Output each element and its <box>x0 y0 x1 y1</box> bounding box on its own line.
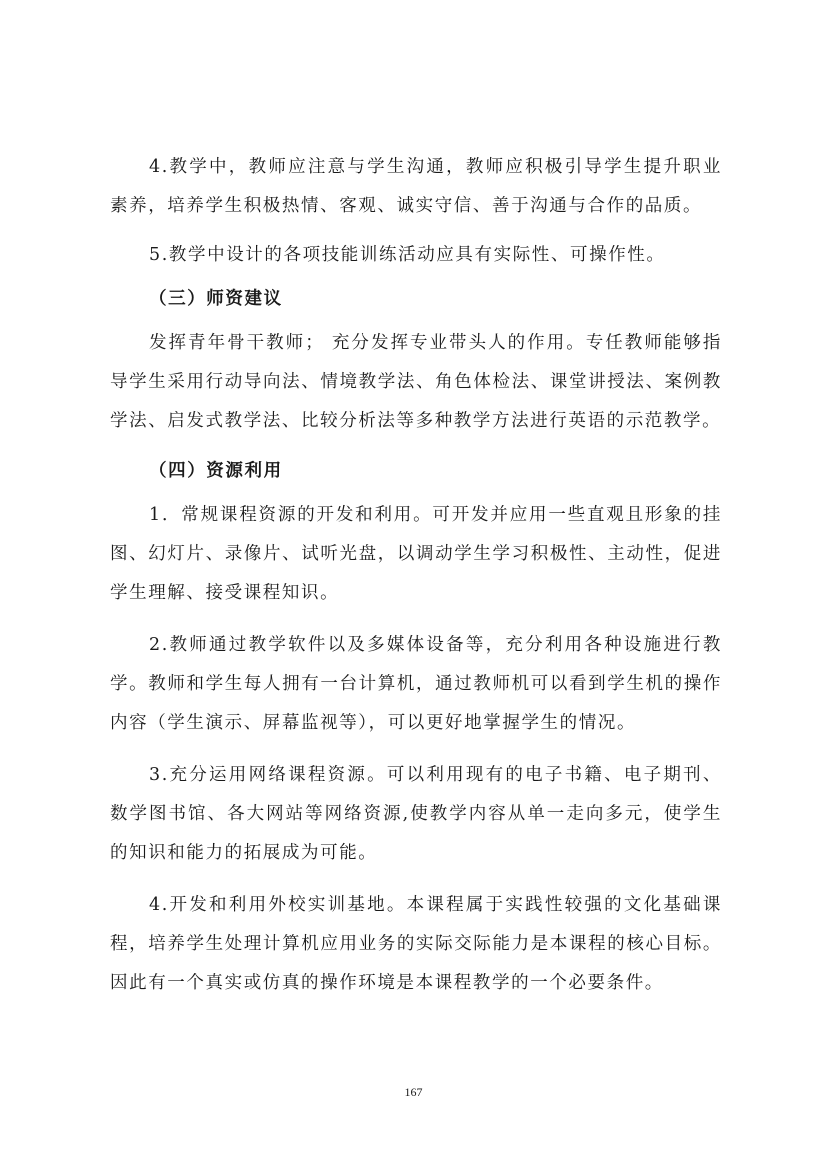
paragraph-faculty-suggestion: 发挥青年骨干教师； 充分发挥专业带头人的作用。专任教师能够指导学生采用行动导向法、情境教学法、角色体检法、课堂讲授法、案例教学法、启发式教学法、比较分析法等多种教学方法进行英语的示范教学。 <box>110 333 722 431</box>
paragraph-network-resources: 3.充分运用网络课程资源。可以利用现有的电子书籍、电子期刊、数学图书馆、各大网站等网络资源,使教学内容从单一走向多元，使学生的知识和能力的拓展成为可能。 <box>110 765 722 863</box>
section-heading-resources: （四）资源利用 <box>149 461 283 481</box>
paragraph-multimedia-teaching: 2.教师通过教学软件以及多媒体设备等，充分利用各种设施进行教学。教师和学生每人拥有一台计算机，通过教师机可以看到学生机的操作内容（学生演示、屏幕监视等），可以更好地掌握学生的情况。 <box>110 635 722 733</box>
paragraph-teaching-communication: 4.教学中，教师应注意与学生沟通，教师应积极引导学生提升职业素养，培养学生积极热情、客观、诚实守信、善于沟通与合作的品质。 <box>110 157 722 216</box>
section-heading-faculty: （三）师资建议 <box>149 289 283 309</box>
paragraph-training-base: 4.开发和利用外校实训基地。本课程属于实践性较强的文化基础课程，培养学生处理计算机应用业务的实际交际能力是本课程的核心目标。因此有一个真实或仿真的操作环境是本课程教学的一个必要条件。 <box>110 895 722 993</box>
page-number: 167 <box>404 1085 423 1099</box>
paragraph-skill-training: 5.教学中设计的各项技能训练活动应具有实际性、可操作性。 <box>149 245 666 265</box>
paragraph-regular-resources: 1．常规课程资源的开发和利用。可开发并应用一些直观且形象的挂图、幻灯片、录像片、试听光盘，以调动学生学习积极性、主动性，促进学生理解、接受课程知识。 <box>110 505 722 603</box>
